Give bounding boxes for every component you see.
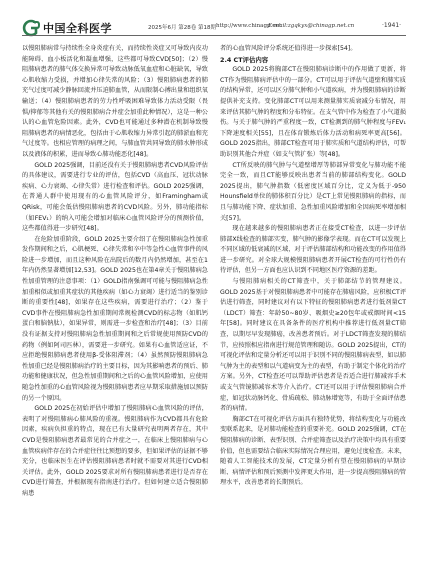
section-heading: 2.4 CT评估内容 <box>220 55 269 64</box>
journal-name: 中国全科医学 <box>43 22 112 35</box>
paragraph: 者的心血管风险评分系统还值得进一步探索[54]。 <box>220 45 357 52</box>
paragraph: CT所反映的肺气肿与气道壁增厚等肺部异常变化与肺功能不能完全一致，而且CT能够反映出患者当前的肺部结构变化。GOLD 2025提出，肺气肿指数（低密度区域百分比，定义为低于-950 Hounsfield单位的肺体积百分比）是CT上常见慢阻肺病的指标，而且与肺功能下降、症状加重、急性加重风险增加和全因病死率增加相关[57]。 <box>220 161 406 222</box>
issue-info: 2025年6月 第28卷 第18期 <box>148 25 216 31</box>
page-header <box>0 0 427 46</box>
left-column <box>22 44 208 500</box>
paragraph: GOLD 2025将胸部CT在慢阻肺病诊断中的作用做了更新，将CT作为慢阻肺病评估中的一部分。CT可以用于评估气道壁和肺实质的结构异常，还可以区分肺气肿和小气道疾病，并为慢阻肺病的诊断提供补充支持。变化肺部CT可以用来测量肺实质衰减分布情况，用来评估其肺气肿的程度和分布特征。在支气管中作为检查了小气道损伤。与关于肺气肿的严重程度一致，CT检测到的肺气肿程度与FEV₁下降速度相关[55]，且在体育锻炼后体力活动和病死率更高[56]。GOLD 2025指出，肺部CT检查可用于肺实质和气道结构评估，可帮助识别其他合并症（如支气管扩张）等[48]。 <box>220 66 407 158</box>
paragraph: GOLD 2025在初始评估中增加了慢阻肺病心血管风险的评估，表明了对慢阻肺病心肺风险的重视。慢阻肺病作为CVD都具有危险因素，疾病负担重的特点，现在已有大量研究表明两者存在，其中CVD是慢阻肺病患者最常见的合并症之一，在临床上慢阻肺病与心血管疾病伴存在的合并症往往比预想的要多，但如果评估的证据不够充分，也临床医生在评估慢阻肺病患者时就不需要对其进行CVD相关评估。此外，GOLD 2025要求对所有慢阻肺病患者进行是否存在CVD进行筛查，并根据现有指南进行治疗。但如何建立适合慢阻肺病患 <box>22 405 208 497</box>
paragraph: 与慢阻肺病相关的CT筛查中，关于肺部结节的管理建议。GOLD 2025基于对慢阻肺病患者中可能存在肺癌风险，应积极CT评估进行筛查，同时建议对有以下特征的慢阻肺病患者进行低剂量CT（LDCT）筛查：年龄50~80岁、吸烟史≥20包年或戒烟时间<15年[58]。同时建议在具备条件的医疗机构中推荐进行低剂量CT筛查，以期尽早发现肺癌，改善患者预后。对于LDCT筛查发现的肺结节，应按照相应指南进行规范管理和随访。GOLD 2025提出，CT的可视化评估和定量分析还可以用于识别不同的慢阻肺病表型，如以肺气肿为主的表型和以气道病变为主的表型，有助于制定个体化的治疗方案。另外，CT检查还可以帮助评估患者是否适合进行肺减容手术或支气管镜肺减容术等介入治疗。CT还可以用于评估慢阻肺病合并症，如冠状动脉钙化、骨质疏松、肺动脉增宽等，有助于全面评估患者的病情。 <box>220 278 407 413</box>
paragraph: 以慢阻肺病常与持续性全身炎症有关，而持续性炎症又可导致内皮功能障碍、血小板活化和凝血增强，这些都可导致CVD[50]；（2）慢阻肺病患者的肺气体交换异常可导致动脉低氧血症和心脏缺氧，导致心肌收缩力受损，并增加心律失常的风险；（3）慢阻肺病患者的肺充气过度可减少静脉回流并压迫肺血管，从而限制心搏出量和组织氧输送；（4）慢阻肺病患者的劳力性呼吸困难导致体力活动受限（畏惧/抑郁等其他有关的慢阻肺病合并症会加重此种情况），这是一种公认的心血管危险因素。此外，CVD也可能通过多种潜在机制导致慢阻肺病患者的病情恶化，包括由于心肌收缩力异常引起的肺淤血和充气过度等。也相应管理的病理之间，与肺血管共同导致的肺水肿形成以及液体的积累，进而导致心肺功能恶化[48]。 <box>22 45 208 158</box>
journal-email: E-mail:zgqkyx@chinagp.net.cn <box>268 23 355 29</box>
journal-website: http://www.chinagp.net <box>216 23 282 29</box>
paragraph: 胸部CT在可视化评估方面具有独特优势，将结构变化与功能改变联系起来，是对肺功能检查的重要补充。GOLD 2025强调，CT在慢阻肺病的诊断、表型识别、合并症筛查以及治疗决策中均具有重要价值，但也需要结合临床实际情况合理应用，避免过度检查。未来，随着人工智能技术的发展，CT定量分析有望在慢阻肺病的早期诊断、病情评估和预后预测中发挥更大作用，进一步提高慢阻肺病的管理水平，改善患者的长期预后。 <box>220 415 407 487</box>
paragraph: GOLD 2025强调，目前还没有关于慢阻肺病患者CVD风险评估的具体建议，需要进行专业的评估，包括CVD（高血压、冠状动脉疾病、心力衰竭、心律失常）进行检查和评估。GOLD 2025强调，在普通人群中使用现有的心血管风险评分，如Framingham或QRisk，可能会低估慢阻肺病患者的CVD风险。另外，肺功能指标（如FEV₁）的纳入可能会增加对临床心血管风险评分的预测价值，这些都值得进一步研究[48]。 <box>22 161 208 233</box>
right-column <box>220 44 406 489</box>
paragraph: 现在越来越多的慢阻肺病患者正在接受CT检查，以进一步评估肺部X线检查的肺部实变，肺气肿的影像学表现。而在CT可以发现上不同区域的低衰减的区域，对于评估肺部结构和功能改变的作用值得进一步研究。对全球大规模慢阻肺病患者开展CT检查的可行性仍有待评估，但另一方面也应认识到不同地区医疗资源的差距。 <box>220 225 406 275</box>
paragraph: 在危险加重阶段，GOLD 2025主要介绍了在慢阻肺病急性加重发作期间和之后，心肌梗死、心律失常和卒中等急性心血管事件的风险进一步增加，而且这种风险在出院后的数月内仍然增加，甚至在1年内仍然显著增加[12,53]。GOLD 2025也在第4章关于慢阻肺病急性加重管理的注意事项：（1）GOLD指南强调可可能与慢阻肺病急性加重相似或加重其症状的其他疾病（如心力衰竭）进行适当的鉴别诊断的重要性[48]，如果存在这些疾病，需要进行治疗；（2）鉴于CVD事件在慢阻肺病急性加重期间常规检测CVD的标志物（如肌钙蛋白和脑钠肽），如果异常，则需进一步检查和治疗[48]；（3）目前没有证据支持对慢阻肺病急性加重期间和之后常规使用预防CVD的药物（例如阿司匹林），需要进一步研究。如果有心血管适应证，不应拒绝慢阻肺病患者使用β-受体阻滞剂；（4）虽然预防慢阻肺病急性加重已经是慢阻肺病治疗的主要目标，因为其影响患者的预后、肺功能和健康状况，但急性加重期间和之后的心血管风险增加，应使用随急性加重的心血管风险视为慢阻肺病患者应早期采取措施加以预防的另一个原因。 <box>22 235 208 402</box>
header-divider <box>22 35 406 36</box>
page-number: ·1941· <box>382 22 402 29</box>
